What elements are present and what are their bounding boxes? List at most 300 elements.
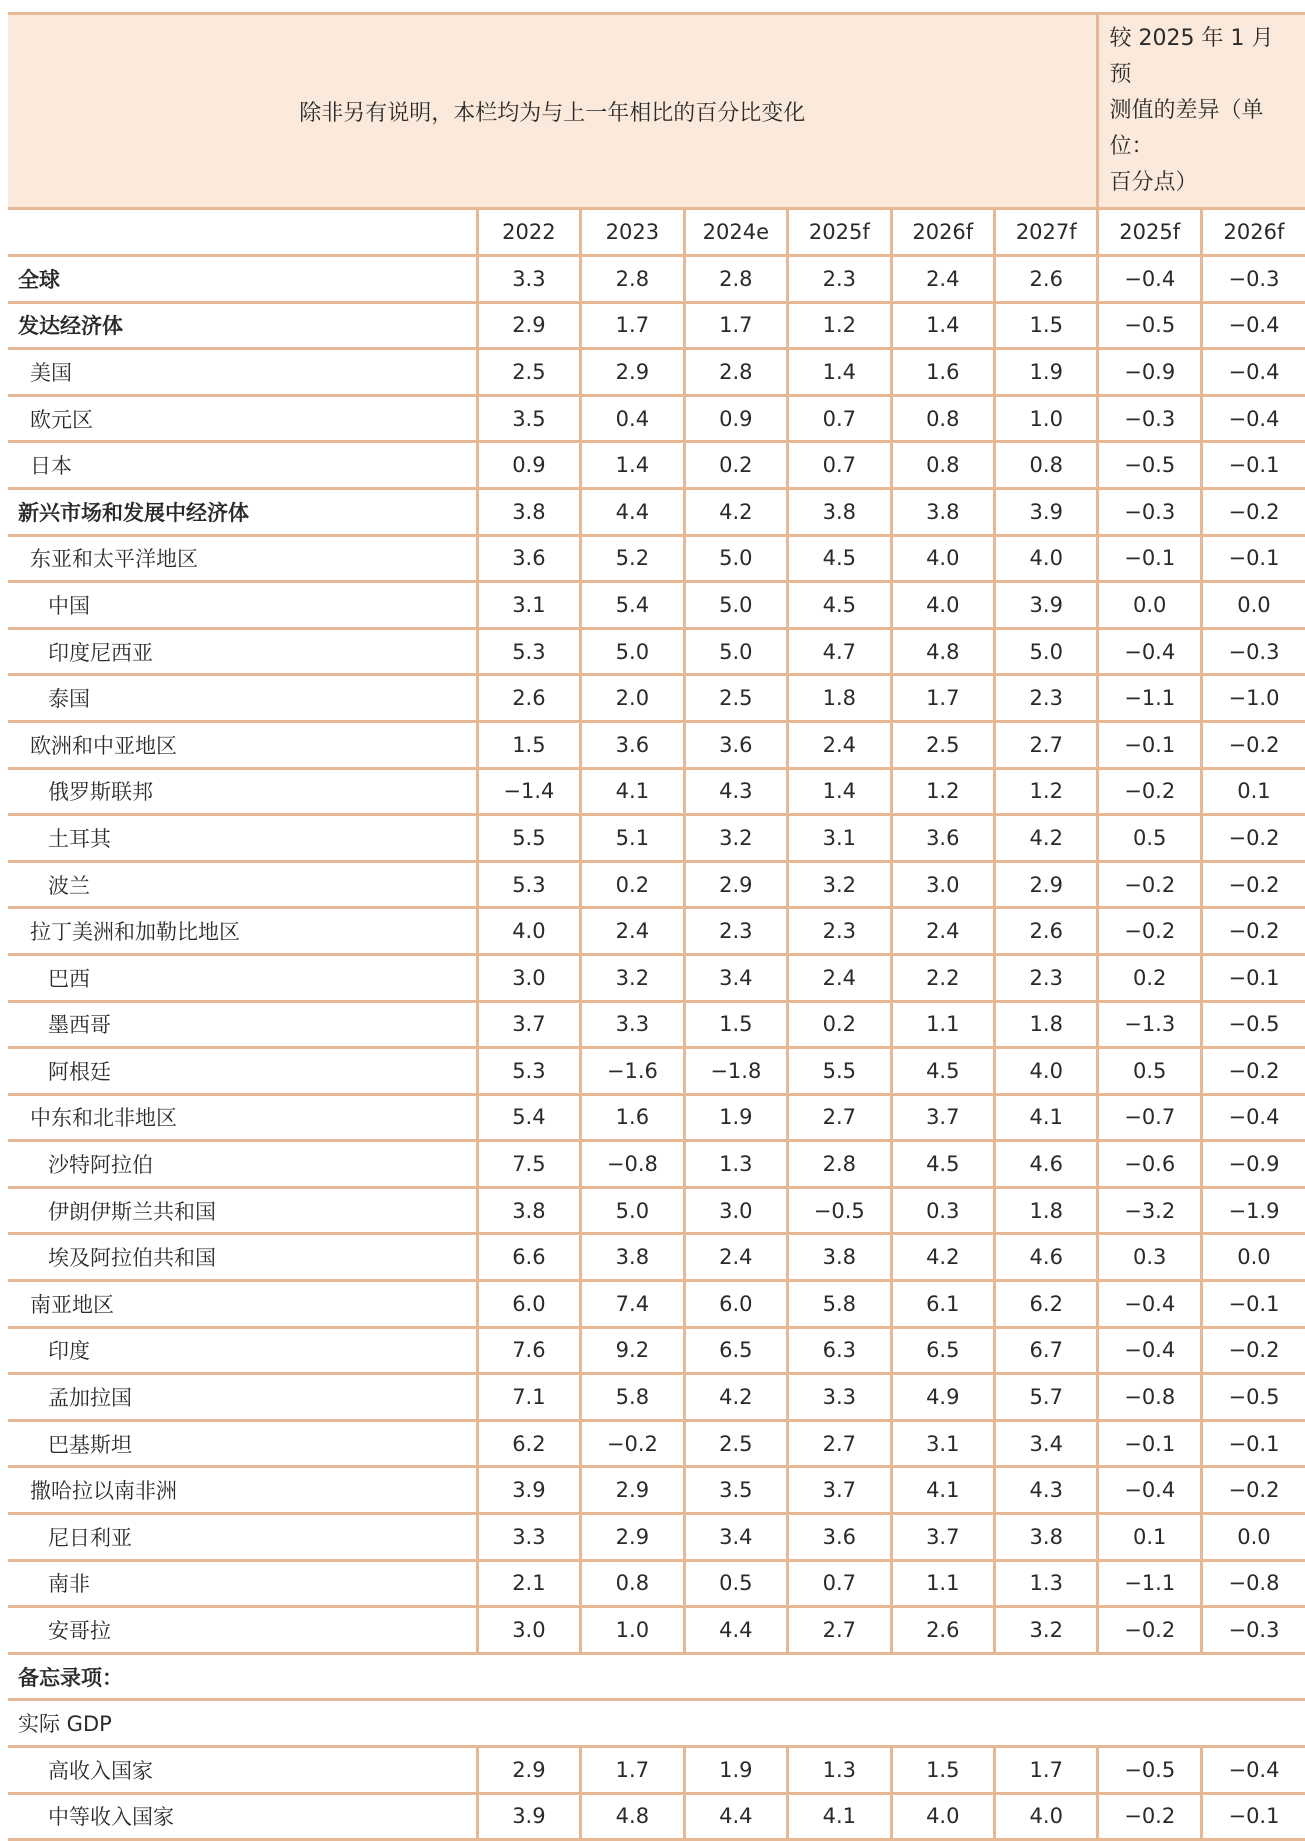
table-row (8, 1001, 1305, 1048)
diff-cell: −0.2 (1201, 488, 1305, 535)
value-cell: 3.5 (477, 395, 580, 442)
value-cell: 2.9 (581, 1467, 684, 1514)
value-cell: 3.8 (788, 488, 891, 535)
value-cell: 5.8 (581, 1374, 684, 1421)
diff-cell: −0.4 (1098, 628, 1201, 675)
table-header-top (8, 14, 1305, 209)
diff-cell: −0.2 (1098, 768, 1201, 815)
value-cell: 2.4 (891, 908, 994, 955)
table-row (8, 1467, 1305, 1514)
value-cell: 2.9 (684, 861, 787, 908)
diff-cell: −0.1 (1201, 954, 1305, 1001)
diff-cell: −1.9 (1201, 1187, 1305, 1234)
diff-cell: −0.3 (1098, 488, 1201, 535)
diff-year-header: 2026f (1201, 209, 1305, 256)
row-label: 新兴市场和发展中经济体 (8, 488, 477, 535)
value-cell: 2.3 (995, 954, 1098, 1001)
diff-cell: 0.0 (1098, 582, 1201, 629)
diff-cell: −0.4 (1098, 1327, 1201, 1374)
value-cell: 4.5 (788, 535, 891, 582)
table-row (8, 1747, 1305, 1794)
value-cell: 4.6 (995, 1234, 1098, 1281)
value-cell: 3.6 (477, 535, 580, 582)
diff-cell: −1.1 (1098, 675, 1201, 722)
value-cell: 5.3 (477, 861, 580, 908)
value-cell: 5.4 (581, 582, 684, 629)
value-cell: 0.8 (995, 442, 1098, 489)
diff-header-line-1: 较 2025 年 1 月预 (1109, 26, 1274, 87)
diff-cell: 0.2 (1098, 954, 1201, 1001)
value-cell: 1.1 (891, 1001, 994, 1048)
value-cell: 5.3 (477, 628, 580, 675)
value-cell: 3.5 (684, 1467, 787, 1514)
value-cell: 7.4 (581, 1281, 684, 1328)
value-cell: 3.9 (995, 582, 1098, 629)
value-cell: 5.3 (477, 1048, 580, 1095)
value-cell: 4.1 (581, 768, 684, 815)
row-label: 日本 (8, 442, 477, 489)
diff-cell: 0.5 (1098, 1048, 1201, 1095)
value-cell: 0.7 (788, 1560, 891, 1607)
value-cell: 3.4 (684, 1514, 787, 1561)
value-cell: 1.4 (788, 349, 891, 396)
row-label: 发达经济体 (8, 302, 477, 349)
value-cell: 2.6 (995, 256, 1098, 303)
value-cell: −0.8 (581, 1141, 684, 1188)
row-label: 波兰 (8, 861, 477, 908)
value-cell: 4.0 (995, 1793, 1098, 1840)
row-label: 伊朗伊斯兰共和国 (8, 1187, 477, 1234)
diff-cell: −0.4 (1098, 1467, 1201, 1514)
value-cell: 3.8 (477, 1187, 580, 1234)
value-cell: 4.1 (995, 1094, 1098, 1141)
value-cell: 4.5 (891, 1141, 994, 1188)
section-label: 实际 GDP (8, 1700, 1305, 1747)
diff-cell: 0.0 (1201, 582, 1305, 629)
value-cell: 1.3 (788, 1747, 891, 1794)
diff-year-header: 2025f (1098, 209, 1201, 256)
table-row (8, 1514, 1305, 1561)
diff-cell: −1.0 (1201, 675, 1305, 722)
value-cell: 1.4 (788, 768, 891, 815)
table-row (8, 628, 1305, 675)
value-cell: 3.0 (891, 861, 994, 908)
diff-cell: 0.5 (1098, 815, 1201, 862)
diff-cell: −1.3 (1098, 1001, 1201, 1048)
diff-header-line-3: 百分点） (1109, 170, 1198, 195)
value-cell: 1.9 (684, 1094, 787, 1141)
row-label: 南亚地区 (8, 1281, 477, 1328)
value-cell: 4.2 (684, 1374, 787, 1421)
row-label: 拉丁美洲和加勒比地区 (8, 908, 477, 955)
value-cell: 5.5 (477, 815, 580, 862)
diff-cell: −0.2 (1201, 721, 1305, 768)
diff-header (1098, 14, 1305, 209)
diff-cell: −0.2 (1201, 861, 1305, 908)
table-row (8, 1560, 1305, 1607)
table-row (8, 861, 1305, 908)
row-label: 土耳其 (8, 815, 477, 862)
value-cell: 2.8 (684, 349, 787, 396)
value-cell: 0.3 (891, 1187, 994, 1234)
diff-cell: −0.8 (1201, 1560, 1305, 1607)
value-cell: 1.5 (684, 1001, 787, 1048)
header-note: 除非另有说明，本栏均为与上一年相比的百分比变化 (8, 14, 1098, 209)
section-label: 备忘录项： (8, 1653, 1305, 1700)
value-cell: 2.8 (684, 256, 787, 303)
diff-cell: −0.1 (1201, 1281, 1305, 1328)
table-row (8, 1327, 1305, 1374)
value-cell: 3.3 (477, 1514, 580, 1561)
table-row (8, 302, 1305, 349)
value-cell: 4.3 (995, 1467, 1098, 1514)
row-label: 安哥拉 (8, 1607, 477, 1654)
row-label: 中东和北非地区 (8, 1094, 477, 1141)
diff-cell: −0.1 (1201, 1793, 1305, 1840)
value-cell: 0.9 (477, 442, 580, 489)
table-row (8, 1234, 1305, 1281)
value-cell: 3.8 (477, 488, 580, 535)
value-cell: 4.7 (788, 628, 891, 675)
value-cell: 3.2 (684, 815, 787, 862)
value-cell: 2.4 (891, 256, 994, 303)
value-cell: 4.0 (891, 1793, 994, 1840)
diff-cell: −0.4 (1098, 256, 1201, 303)
value-cell: 2.8 (788, 1141, 891, 1188)
value-cell: 2.9 (581, 349, 684, 396)
diff-cell: −0.3 (1201, 628, 1305, 675)
diff-cell: −0.5 (1098, 302, 1201, 349)
year-header: 2022 (477, 209, 580, 256)
value-cell: 0.9 (684, 395, 787, 442)
row-label: 欧洲和中亚地区 (8, 721, 477, 768)
gdp-forecast-table (8, 12, 1305, 1841)
value-cell: 7.6 (477, 1327, 580, 1374)
diff-cell: −1.1 (1098, 1560, 1201, 1607)
diff-cell: −0.4 (1201, 1747, 1305, 1794)
row-label: 中国 (8, 582, 477, 629)
value-cell: 4.0 (995, 1048, 1098, 1095)
value-cell: 1.9 (995, 349, 1098, 396)
value-cell: 4.3 (684, 768, 787, 815)
diff-cell: −0.9 (1098, 349, 1201, 396)
value-cell: 6.0 (477, 1281, 580, 1328)
value-cell: 3.2 (995, 1607, 1098, 1654)
value-cell: 1.6 (581, 1094, 684, 1141)
value-cell: −1.4 (477, 768, 580, 815)
table-header-years (8, 209, 1305, 256)
value-cell: 5.0 (581, 628, 684, 675)
diff-cell: −0.2 (1098, 1607, 1201, 1654)
row-label: 撒哈拉以南非洲 (8, 1467, 477, 1514)
value-cell: 1.2 (891, 768, 994, 815)
value-cell: 3.2 (581, 954, 684, 1001)
value-cell: 5.0 (684, 582, 787, 629)
value-cell: 7.5 (477, 1141, 580, 1188)
value-cell: 6.2 (477, 1420, 580, 1467)
table-row (8, 582, 1305, 629)
diff-cell: −0.1 (1201, 1420, 1305, 1467)
value-cell: 6.5 (891, 1327, 994, 1374)
value-cell: 0.8 (891, 395, 994, 442)
table-row (8, 1281, 1305, 1328)
value-cell: 3.6 (684, 721, 787, 768)
value-cell: 4.0 (477, 908, 580, 955)
value-cell: 0.2 (788, 1001, 891, 1048)
value-cell: 3.8 (995, 1514, 1098, 1561)
value-cell: 2.8 (581, 256, 684, 303)
value-cell: 6.2 (995, 1281, 1098, 1328)
value-cell: 3.6 (788, 1514, 891, 1561)
value-cell: 1.9 (684, 1747, 787, 1794)
value-cell: 2.3 (788, 908, 891, 955)
value-cell: −1.8 (684, 1048, 787, 1095)
row-label: 巴基斯坦 (8, 1420, 477, 1467)
value-cell: 3.1 (891, 1420, 994, 1467)
value-cell: 5.2 (581, 535, 684, 582)
diff-cell: −0.1 (1201, 442, 1305, 489)
value-cell: 2.6 (995, 908, 1098, 955)
table-row (8, 1700, 1305, 1747)
value-cell: 1.7 (684, 302, 787, 349)
value-cell: 5.7 (995, 1374, 1098, 1421)
diff-cell: 0.1 (1098, 1514, 1201, 1561)
diff-cell: 0.3 (1098, 1234, 1201, 1281)
value-cell: 1.5 (477, 721, 580, 768)
row-label: 东亚和太平洋地区 (8, 535, 477, 582)
value-cell: 0.8 (581, 1560, 684, 1607)
table-row (8, 1187, 1305, 1234)
row-label: 孟加拉国 (8, 1374, 477, 1421)
value-cell: 5.0 (995, 628, 1098, 675)
diff-cell: −0.4 (1098, 1281, 1201, 1328)
diff-cell: −0.2 (1201, 1327, 1305, 1374)
value-cell: −0.5 (788, 1187, 891, 1234)
value-cell: 1.3 (684, 1141, 787, 1188)
value-cell: 9.2 (581, 1327, 684, 1374)
value-cell: −1.6 (581, 1048, 684, 1095)
value-cell: 1.0 (581, 1607, 684, 1654)
diff-cell: −0.3 (1201, 256, 1305, 303)
value-cell: 1.4 (891, 302, 994, 349)
value-cell: 3.6 (891, 815, 994, 862)
value-cell: 1.4 (581, 442, 684, 489)
value-cell: 0.2 (581, 861, 684, 908)
value-cell: −0.2 (581, 1420, 684, 1467)
value-cell: 2.7 (788, 1607, 891, 1654)
diff-cell: −3.2 (1098, 1187, 1201, 1234)
value-cell: 2.9 (477, 1747, 580, 1794)
diff-cell: −0.2 (1098, 861, 1201, 908)
value-cell: 3.3 (477, 256, 580, 303)
value-cell: 5.5 (788, 1048, 891, 1095)
forecast-table-container (8, 12, 1305, 1841)
table-row (8, 1607, 1305, 1654)
value-cell: 2.5 (684, 675, 787, 722)
value-cell: 4.0 (891, 582, 994, 629)
table-row (8, 954, 1305, 1001)
value-cell: 4.8 (891, 628, 994, 675)
row-label: 高收入国家 (8, 1747, 477, 1794)
value-cell: 4.0 (891, 535, 994, 582)
diff-cell: −0.5 (1098, 442, 1201, 489)
row-label: 泰国 (8, 675, 477, 722)
value-cell: 2.7 (995, 721, 1098, 768)
value-cell: 3.9 (477, 1793, 580, 1840)
value-cell: 2.4 (684, 1234, 787, 1281)
value-cell: 1.7 (891, 675, 994, 722)
diff-cell: −0.2 (1098, 1793, 1201, 1840)
value-cell: 4.8 (581, 1793, 684, 1840)
value-cell: 3.3 (581, 1001, 684, 1048)
value-cell: 0.8 (891, 442, 994, 489)
value-cell: 6.6 (477, 1234, 580, 1281)
value-cell: 4.2 (684, 488, 787, 535)
diff-cell: −0.2 (1098, 908, 1201, 955)
value-cell: 4.4 (684, 1793, 787, 1840)
row-label: 欧元区 (8, 395, 477, 442)
table-row (8, 1141, 1305, 1188)
diff-cell: −0.4 (1201, 1094, 1305, 1141)
value-cell: 1.0 (995, 395, 1098, 442)
value-cell: 1.8 (995, 1001, 1098, 1048)
value-cell: 1.7 (995, 1747, 1098, 1794)
value-cell: 5.8 (788, 1281, 891, 1328)
value-cell: 4.9 (891, 1374, 994, 1421)
row-label: 美国 (8, 349, 477, 396)
table-row (8, 535, 1305, 582)
year-header: 2024e (684, 209, 787, 256)
diff-cell: −0.5 (1098, 1747, 1201, 1794)
value-cell: 3.0 (477, 1607, 580, 1654)
diff-cell: −0.8 (1098, 1374, 1201, 1421)
value-cell: 4.4 (684, 1607, 787, 1654)
value-cell: 2.5 (477, 349, 580, 396)
value-cell: 3.6 (581, 721, 684, 768)
value-cell: 3.1 (788, 815, 891, 862)
value-cell: 3.8 (788, 1234, 891, 1281)
value-cell: 5.0 (581, 1187, 684, 1234)
diff-cell: 0.1 (1201, 768, 1305, 815)
row-label: 沙特阿拉伯 (8, 1141, 477, 1188)
table-row (8, 721, 1305, 768)
value-cell: 0.2 (684, 442, 787, 489)
value-cell: 5.4 (477, 1094, 580, 1141)
year-header: 2023 (581, 209, 684, 256)
value-cell: 3.1 (477, 582, 580, 629)
diff-cell: −0.1 (1098, 721, 1201, 768)
value-cell: 2.3 (788, 256, 891, 303)
diff-cell: −0.3 (1098, 395, 1201, 442)
table-row (8, 1793, 1305, 1840)
value-cell: 1.5 (995, 302, 1098, 349)
diff-cell: −0.5 (1201, 1374, 1305, 1421)
value-cell: 3.7 (477, 1001, 580, 1048)
value-cell: 1.2 (995, 768, 1098, 815)
value-cell: 2.5 (891, 721, 994, 768)
row-label: 中等收入国家 (8, 1793, 477, 1840)
value-cell: 3.7 (891, 1094, 994, 1141)
table-row (8, 768, 1305, 815)
value-cell: 6.3 (788, 1327, 891, 1374)
value-cell: 3.0 (684, 1187, 787, 1234)
value-cell: 1.2 (788, 302, 891, 349)
table-row (8, 1374, 1305, 1421)
header-blank-cell (8, 209, 477, 256)
value-cell: 1.8 (788, 675, 891, 722)
value-cell: 7.1 (477, 1374, 580, 1421)
value-cell: 3.0 (477, 954, 580, 1001)
row-label: 阿根廷 (8, 1048, 477, 1095)
value-cell: 0.7 (788, 442, 891, 489)
diff-cell: 0.0 (1201, 1234, 1305, 1281)
year-header: 2025f (788, 209, 891, 256)
diff-cell: −0.1 (1098, 535, 1201, 582)
diff-cell: −0.2 (1201, 908, 1305, 955)
value-cell: 6.0 (684, 1281, 787, 1328)
value-cell: 2.4 (581, 908, 684, 955)
diff-cell: −0.6 (1098, 1141, 1201, 1188)
value-cell: 2.3 (995, 675, 1098, 722)
value-cell: 3.8 (581, 1234, 684, 1281)
value-cell: 5.1 (581, 815, 684, 862)
value-cell: 3.4 (684, 954, 787, 1001)
value-cell: 2.9 (995, 861, 1098, 908)
value-cell: 1.8 (995, 1187, 1098, 1234)
value-cell: 6.7 (995, 1327, 1098, 1374)
year-header: 2027f (995, 209, 1098, 256)
table-row (8, 488, 1305, 535)
table-row (8, 349, 1305, 396)
value-cell: 2.1 (477, 1560, 580, 1607)
table-row (8, 675, 1305, 722)
value-cell: 3.9 (477, 1467, 580, 1514)
diff-cell: −0.4 (1201, 395, 1305, 442)
diff-cell: −0.2 (1201, 815, 1305, 862)
value-cell: 3.9 (995, 488, 1098, 535)
value-cell: 3.8 (891, 488, 994, 535)
table-row (8, 908, 1305, 955)
table-row (8, 442, 1305, 489)
value-cell: 2.4 (788, 954, 891, 1001)
diff-cell: −0.2 (1201, 1048, 1305, 1095)
value-cell: 2.0 (581, 675, 684, 722)
value-cell: 2.9 (581, 1514, 684, 1561)
diff-header-line-2: 测值的差异（单位： (1109, 98, 1264, 159)
value-cell: 1.1 (891, 1560, 994, 1607)
row-label: 俄罗斯联邦 (8, 768, 477, 815)
value-cell: 2.3 (684, 908, 787, 955)
value-cell: 1.7 (581, 1747, 684, 1794)
value-cell: 2.7 (788, 1420, 891, 1467)
value-cell: 6.1 (891, 1281, 994, 1328)
diff-cell: −0.5 (1201, 1001, 1305, 1048)
value-cell: 2.4 (788, 721, 891, 768)
value-cell: 4.5 (788, 582, 891, 629)
table-row (8, 815, 1305, 862)
value-cell: 2.6 (477, 675, 580, 722)
diff-cell: −0.1 (1098, 1420, 1201, 1467)
table-row (8, 1420, 1305, 1467)
value-cell: 2.2 (891, 954, 994, 1001)
value-cell: 1.3 (995, 1560, 1098, 1607)
value-cell: 4.5 (891, 1048, 994, 1095)
value-cell: 0.4 (581, 395, 684, 442)
value-cell: 2.5 (684, 1420, 787, 1467)
value-cell: 0.7 (788, 395, 891, 442)
row-label: 南非 (8, 1560, 477, 1607)
row-label: 尼日利亚 (8, 1514, 477, 1561)
